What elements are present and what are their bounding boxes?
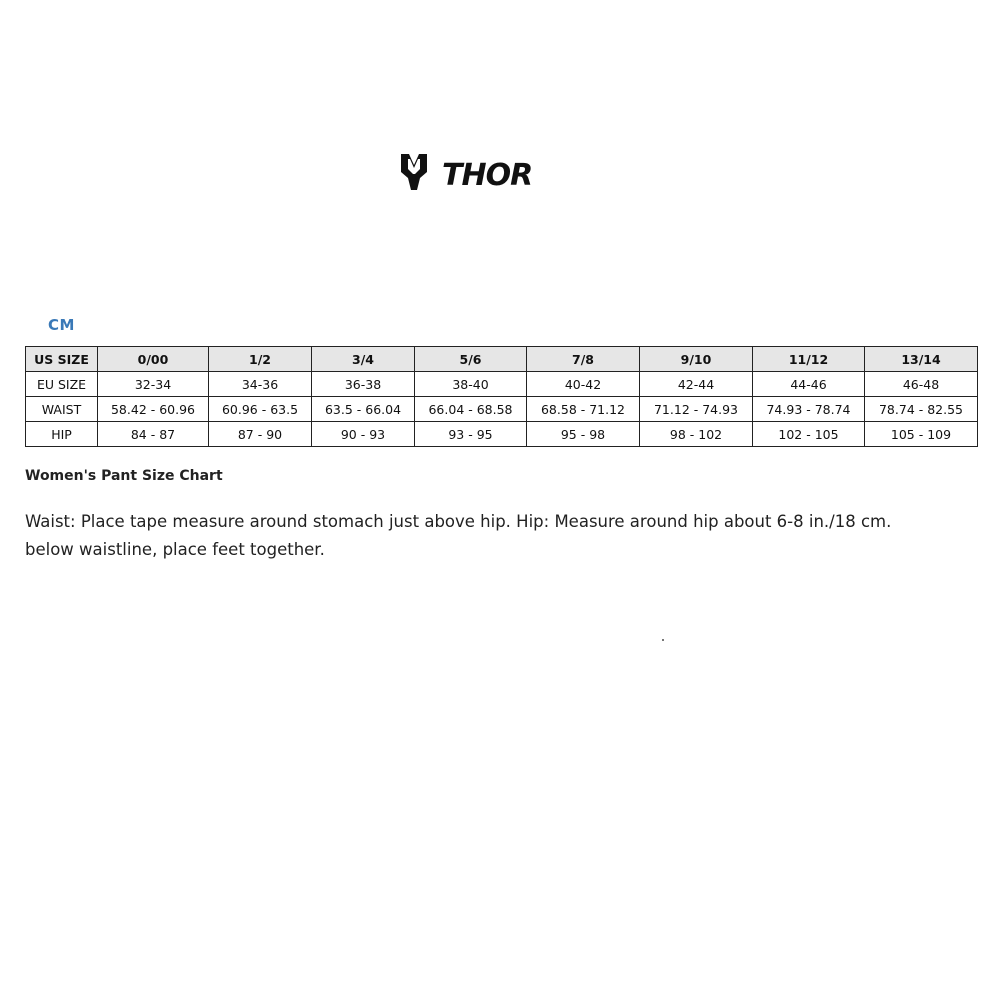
header-cell: 9/10: [640, 347, 753, 372]
table-cell: 42-44: [640, 372, 753, 397]
table-row: [26, 422, 978, 447]
header-cell: 11/12: [753, 347, 865, 372]
table-cell: 87 - 90: [209, 422, 312, 447]
svg-text:THOR: THOR: [442, 158, 533, 192]
thor-logo-mark: [400, 152, 548, 192]
stray-dot: [662, 639, 664, 641]
table-cell: 44-46: [753, 372, 865, 397]
measuring-instructions: Waist: Place tape measure around stomach just above hip. Hip: Measure around hip about 6-8 in./18 cm. below waistline, place feet together.: [25, 512, 892, 559]
table-cell: 34-36: [209, 372, 312, 397]
table-cell: 84 - 87: [98, 422, 209, 447]
header-cell: 7/8: [527, 347, 640, 372]
row-label: HIP: [26, 422, 98, 447]
table-cell: 102 - 105: [753, 422, 865, 447]
header-cell: US SIZE: [26, 347, 98, 372]
row-label: EU SIZE: [26, 372, 98, 397]
header-cell: 1/2: [209, 347, 312, 372]
table-cell: 60.96 - 63.5: [209, 397, 312, 422]
table-cell: 32-34: [98, 372, 209, 397]
table-row: [26, 397, 978, 422]
thor-logo: [400, 152, 548, 192]
table-cell: 36-38: [312, 372, 415, 397]
table-header-row: [26, 347, 978, 372]
table-cell: 98 - 102: [640, 422, 753, 447]
row-label: WAIST: [26, 397, 98, 422]
table-cell: 63.5 - 66.04: [312, 397, 415, 422]
table-cell: 66.04 - 68.58: [415, 397, 527, 422]
size-chart-table: [25, 346, 978, 447]
table-cell: 46-48: [865, 372, 978, 397]
table-cell: 38-40: [415, 372, 527, 397]
table-cell: 74.93 - 78.74: [753, 397, 865, 422]
table-cell: 40-42: [527, 372, 640, 397]
table-cell: 93 - 95: [415, 422, 527, 447]
unit-label: CM: [48, 316, 75, 334]
header-cell: 5/6: [415, 347, 527, 372]
header-cell: 13/14: [865, 347, 978, 372]
table-cell: 95 - 98: [527, 422, 640, 447]
chart-title: Women's Pant Size Chart: [25, 468, 223, 484]
table-cell: 90 - 93: [312, 422, 415, 447]
table-cell: 105 - 109: [865, 422, 978, 447]
table-cell: 68.58 - 71.12: [527, 397, 640, 422]
table-cell: 78.74 - 82.55: [865, 397, 978, 422]
header-cell: 0/00: [98, 347, 209, 372]
table-row: [26, 372, 978, 397]
header-cell: 3/4: [312, 347, 415, 372]
table-cell: 71.12 - 74.93: [640, 397, 753, 422]
table-cell: 58.42 - 60.96: [98, 397, 209, 422]
